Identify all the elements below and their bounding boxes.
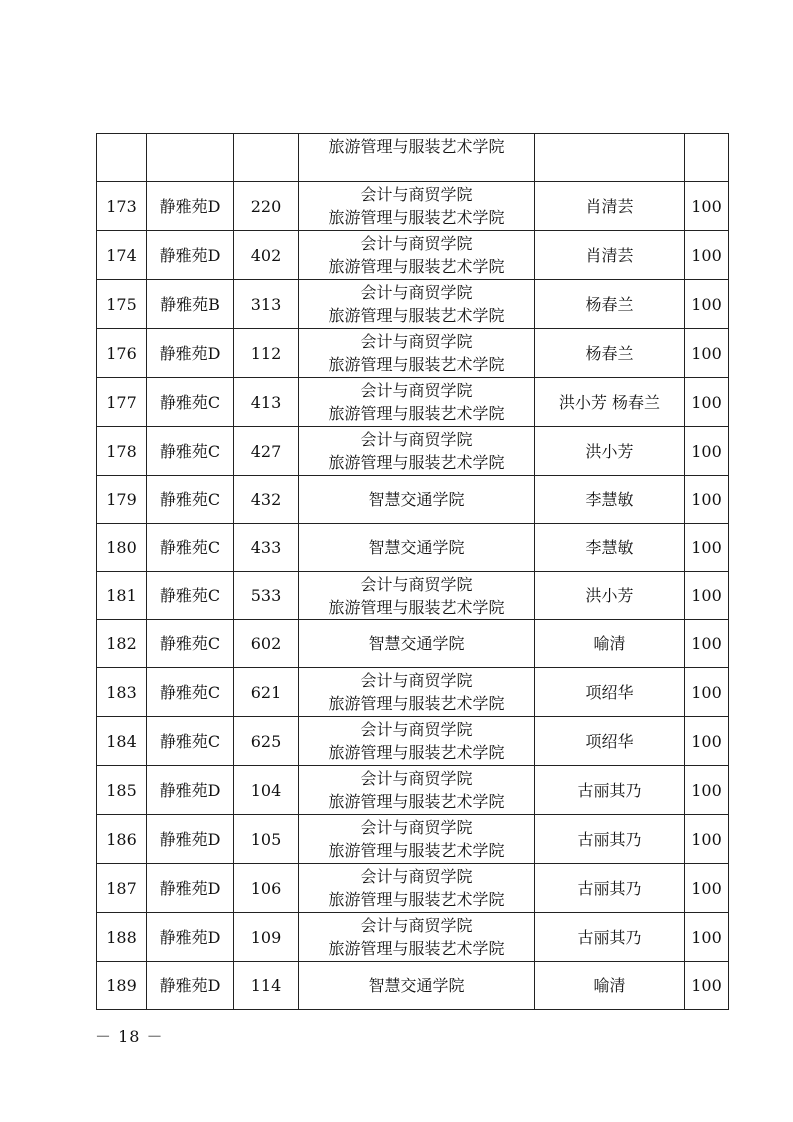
college-name: 旅游管理与服装艺术学院 <box>328 939 505 958</box>
cell-staff: 洪小芳 <box>535 572 685 620</box>
table-row-continued <box>97 134 729 182</box>
cell-staff: 古丽其乃 <box>535 766 685 815</box>
cell-score: 100 <box>685 913 729 962</box>
cell-college <box>299 476 535 524</box>
cell-room: 105 <box>234 815 299 864</box>
table-row <box>97 572 729 620</box>
cell-building: 静雅苑C <box>147 524 234 572</box>
cell-score: 100 <box>685 572 729 620</box>
table-row <box>97 524 729 572</box>
college-name: 会计与商贸学院 <box>360 671 473 690</box>
cell-no: 176 <box>97 329 147 378</box>
cell-building: 静雅苑C <box>147 476 234 524</box>
college-name: 会计与商贸学院 <box>360 916 473 935</box>
table-row <box>97 668 729 717</box>
cell-building: 静雅苑D <box>147 864 234 913</box>
cell-no: 175 <box>97 280 147 329</box>
cell-building: 静雅苑C <box>147 717 234 766</box>
college-name: 旅游管理与服装艺术学院 <box>328 208 505 227</box>
cell-score: 100 <box>685 815 729 864</box>
cell-no: 189 <box>97 962 147 1010</box>
cell-no: 183 <box>97 668 147 717</box>
cell-college <box>299 864 535 913</box>
cell-no: 181 <box>97 572 147 620</box>
cell-score: 100 <box>685 378 729 427</box>
cell-building <box>147 134 234 182</box>
cell-building: 静雅苑D <box>147 231 234 280</box>
college-name: 会计与商贸学院 <box>360 381 473 400</box>
college-name: 会计与商贸学院 <box>360 430 473 449</box>
cell-score: 100 <box>685 182 729 231</box>
cell-no: 186 <box>97 815 147 864</box>
cell-college <box>299 668 535 717</box>
cell-no: 184 <box>97 717 147 766</box>
cell-score: 100 <box>685 620 729 668</box>
inspection-table <box>96 133 729 1010</box>
cell-college <box>299 182 535 231</box>
cell-staff <box>535 134 685 182</box>
cell-no: 187 <box>97 864 147 913</box>
cell-room: 402 <box>234 231 299 280</box>
college-name: 旅游管理与服装艺术学院 <box>328 257 505 276</box>
cell-no: 177 <box>97 378 147 427</box>
college-name: 会计与商贸学院 <box>360 332 473 351</box>
cell-staff: 杨春兰 <box>535 280 685 329</box>
table-row <box>97 231 729 280</box>
table-row <box>97 378 729 427</box>
cell-staff: 杨春兰 <box>535 329 685 378</box>
college-name: 旅游管理与服装艺术学院 <box>328 841 505 860</box>
cell-score: 100 <box>685 766 729 815</box>
cell-no: 179 <box>97 476 147 524</box>
cell-score: 100 <box>685 717 729 766</box>
cell-no: 185 <box>97 766 147 815</box>
college-name: 智慧交通学院 <box>368 976 465 995</box>
table-row <box>97 329 729 378</box>
cell-college <box>299 572 535 620</box>
cell-building: 静雅苑D <box>147 766 234 815</box>
cell-room: 109 <box>234 913 299 962</box>
cell-college <box>299 280 535 329</box>
college-name: 旅游管理与服装艺术学院 <box>328 137 505 156</box>
cell-staff: 洪小芳 杨春兰 <box>535 378 685 427</box>
cell-staff: 项绍华 <box>535 717 685 766</box>
table-row <box>97 182 729 231</box>
college-name: 会计与商贸学院 <box>360 818 473 837</box>
cell-staff: 肖清芸 <box>535 182 685 231</box>
table-row <box>97 766 729 815</box>
college-name: 会计与商贸学院 <box>360 769 473 788</box>
cell-room: 621 <box>234 668 299 717</box>
cell-room: 432 <box>234 476 299 524</box>
cell-staff: 古丽其乃 <box>535 913 685 962</box>
cell-score: 100 <box>685 962 729 1010</box>
college-name: 会计与商贸学院 <box>360 574 473 594</box>
college-name: 旅游管理与服装艺术学院 <box>328 743 505 762</box>
table-row <box>97 913 729 962</box>
college-name: 旅游管理与服装艺术学院 <box>328 355 505 374</box>
cell-building: 静雅苑C <box>147 378 234 427</box>
cell-staff: 项绍华 <box>535 668 685 717</box>
table-row <box>97 962 729 1010</box>
college-name: 旅游管理与服装艺术学院 <box>328 306 505 325</box>
cell-room: 602 <box>234 620 299 668</box>
cell-room: 413 <box>234 378 299 427</box>
cell-room: 112 <box>234 329 299 378</box>
cell-room: 114 <box>234 962 299 1010</box>
cell-building: 静雅苑D <box>147 962 234 1010</box>
cell-no: 173 <box>97 182 147 231</box>
cell-building: 静雅苑B <box>147 280 234 329</box>
college-name: 会计与商贸学院 <box>360 283 473 302</box>
table-row <box>97 864 729 913</box>
cell-room: 427 <box>234 427 299 476</box>
cell-room: 106 <box>234 864 299 913</box>
cell-room: 625 <box>234 717 299 766</box>
college-name: 智慧交通学院 <box>368 490 465 509</box>
cell-no: 180 <box>97 524 147 572</box>
cell-building: 静雅苑D <box>147 913 234 962</box>
cell-score: 100 <box>685 231 729 280</box>
cell-score: 100 <box>685 668 729 717</box>
cell-building: 静雅苑C <box>147 668 234 717</box>
cell-college <box>299 231 535 280</box>
college-name: 旅游管理与服装艺术学院 <box>328 453 505 472</box>
cell-staff: 洪小芳 <box>535 427 685 476</box>
cell-college <box>299 524 535 572</box>
cell-no: 174 <box>97 231 147 280</box>
cell-room: 220 <box>234 182 299 231</box>
cell-score: 100 <box>685 329 729 378</box>
cell-room: 313 <box>234 280 299 329</box>
cell-college <box>299 766 535 815</box>
cell-room <box>234 134 299 182</box>
cell-room: 533 <box>234 572 299 620</box>
college-name: 会计与商贸学院 <box>360 867 473 886</box>
cell-score <box>685 134 729 182</box>
table-row <box>97 427 729 476</box>
cell-college <box>299 962 535 1010</box>
cell-no: 182 <box>97 620 147 668</box>
college-name: 智慧交通学院 <box>368 634 465 653</box>
cell-college <box>299 620 535 668</box>
cell-building: 静雅苑C <box>147 427 234 476</box>
cell-staff: 古丽其乃 <box>535 864 685 913</box>
cell-building: 静雅苑D <box>147 815 234 864</box>
college-name: 旅游管理与服装艺术学院 <box>328 404 505 423</box>
table-row <box>97 717 729 766</box>
cell-room: 433 <box>234 524 299 572</box>
cell-building: 静雅苑D <box>147 329 234 378</box>
cell-staff: 肖清芸 <box>535 231 685 280</box>
table-row <box>97 280 729 329</box>
cell-staff: 李慧敏 <box>535 524 685 572</box>
cell-staff: 古丽其乃 <box>535 815 685 864</box>
cell-no: 188 <box>97 913 147 962</box>
college-name: 会计与商贸学院 <box>360 234 473 253</box>
college-name: 会计与商贸学院 <box>360 185 473 204</box>
college-name: 旅游管理与服装艺术学院 <box>328 792 505 811</box>
cell-college <box>299 329 535 378</box>
cell-score: 100 <box>685 280 729 329</box>
cell-building: 静雅苑C <box>147 572 234 620</box>
cell-building: 静雅苑C <box>147 620 234 668</box>
cell-college <box>299 134 535 182</box>
cell-college <box>299 717 535 766</box>
table-row <box>97 476 729 524</box>
cell-score: 100 <box>685 427 729 476</box>
cell-no <box>97 134 147 182</box>
college-name: 旅游管理与服装艺术学院 <box>328 694 505 713</box>
college-name: 旅游管理与服装艺术学院 <box>328 890 505 909</box>
cell-college <box>299 815 535 864</box>
table-row <box>97 620 729 668</box>
cell-no: 178 <box>97 427 147 476</box>
cell-building: 静雅苑D <box>147 182 234 231</box>
cell-score: 100 <box>685 864 729 913</box>
cell-staff: 李慧敏 <box>535 476 685 524</box>
cell-college <box>299 427 535 476</box>
cell-college <box>299 378 535 427</box>
page-number: － 18 － <box>95 1027 164 1046</box>
college-name: 会计与商贸学院 <box>360 720 473 739</box>
cell-college <box>299 913 535 962</box>
cell-room: 104 <box>234 766 299 815</box>
college-name: 智慧交通学院 <box>368 538 465 557</box>
table-row <box>97 815 729 864</box>
table-body <box>97 134 729 1010</box>
cell-score: 100 <box>685 476 729 524</box>
cell-staff: 喻清 <box>535 962 685 1010</box>
cell-staff: 喻清 <box>535 620 685 668</box>
college-name: 旅游管理与服装艺术学院 <box>328 597 505 617</box>
cell-score: 100 <box>685 524 729 572</box>
